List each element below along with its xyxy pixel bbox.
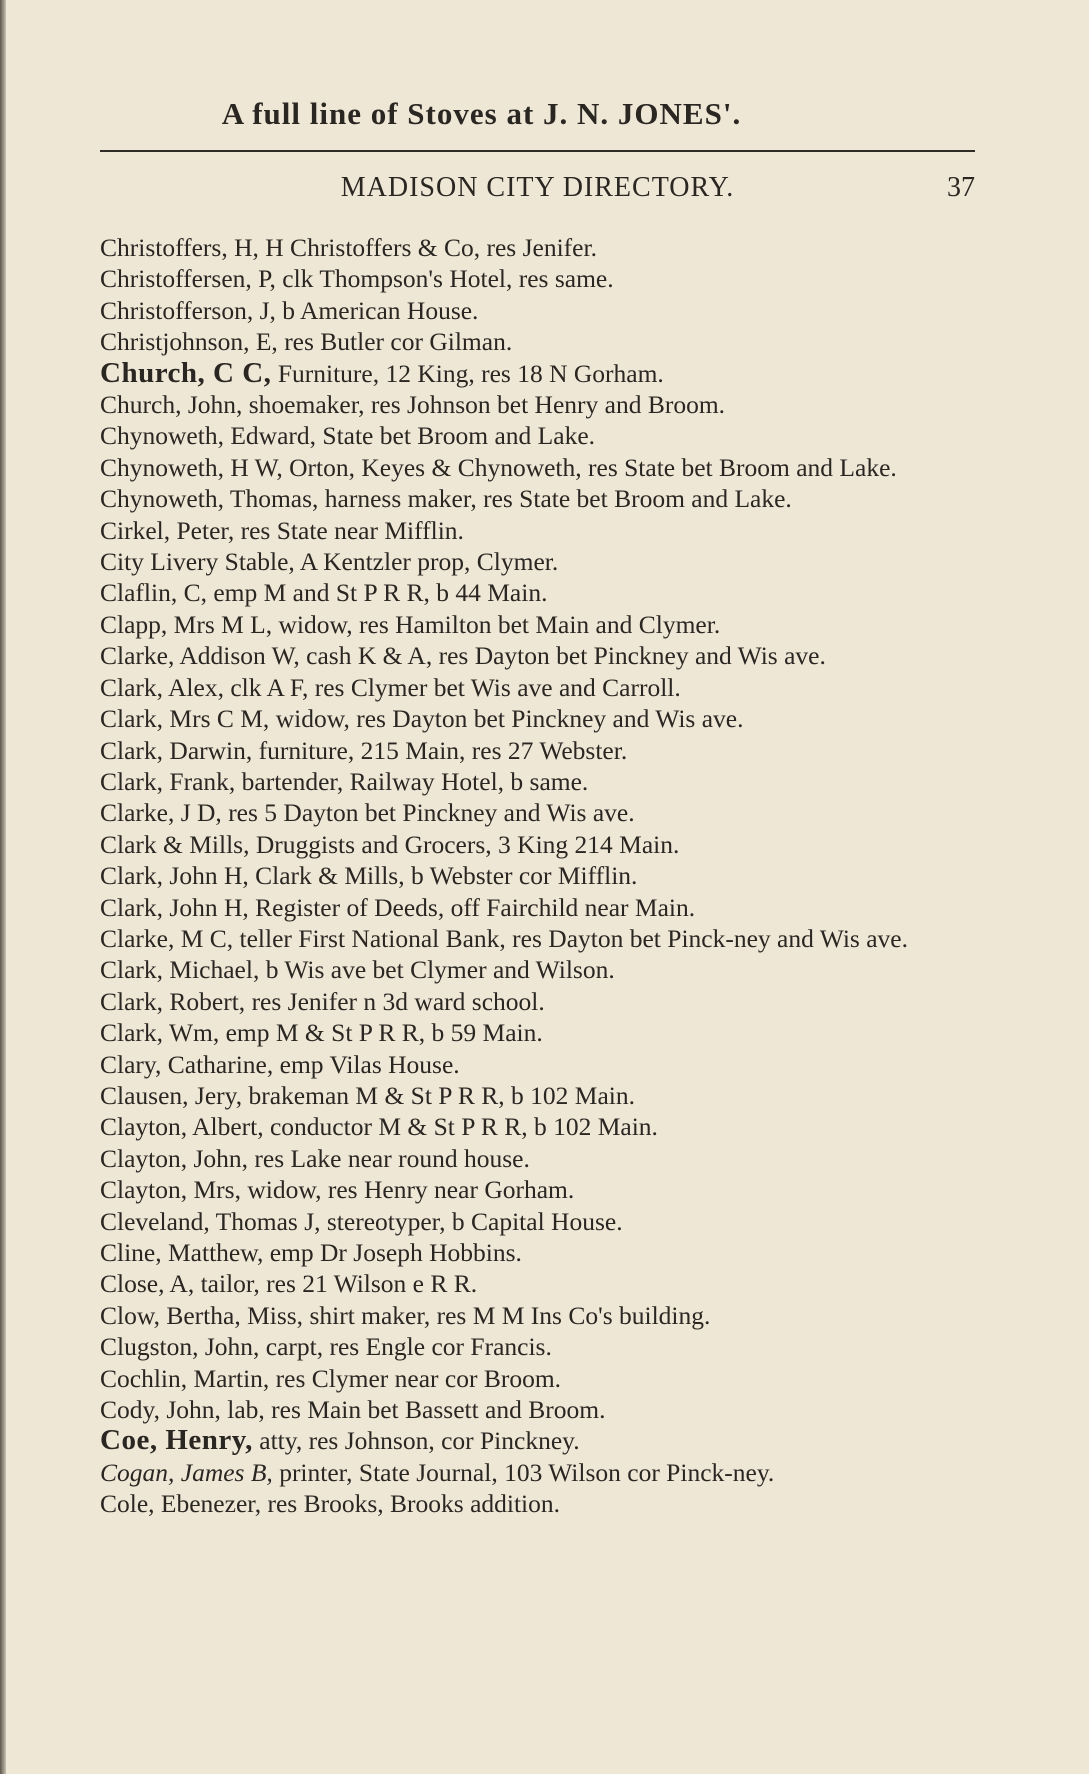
directory-entry: [100, 232, 988, 263]
entry-name: Clow, Bertha, Miss,: [100, 1300, 304, 1330]
entry-name: Cline, Matthew,: [100, 1238, 264, 1267]
entry-detail: res Clymer near cor Broom.: [269, 1363, 562, 1393]
entry-detail: b American House.: [275, 295, 479, 325]
directory-entry: [100, 546, 988, 577]
entry-name: Christoffersen, P,: [100, 264, 276, 294]
entry-name: Chynoweth, Edward,: [100, 421, 317, 451]
entry-name: Cody, John,: [100, 1395, 221, 1425]
entry-name: Clark, Frank,: [100, 766, 236, 796]
entry-detail: res Lake near round house.: [248, 1143, 530, 1173]
entry-name: Cole, Ebenezer,: [100, 1489, 262, 1519]
entry-name: Clugston, John,: [100, 1332, 260, 1362]
entry-detail: emp M & St P R R, b 59 Main.: [219, 1018, 543, 1048]
entry-detail: widow, res Henry near Gorham.: [240, 1175, 575, 1205]
directory-entry: [100, 483, 988, 514]
entry-detail: Druggists and Grocers, 3 King 214 Main.: [249, 829, 680, 859]
directory-entry: [100, 829, 988, 860]
entry-name: Clarke, Addison W,: [100, 641, 300, 671]
entry-detail: emp Vilas House.: [273, 1049, 460, 1079]
entry-detail: res Butler cor Gilman.: [277, 327, 513, 357]
entry-detail: H Christoffers & Co, res Jenifer.: [258, 233, 597, 262]
entry-detail: b Wis ave bet Clymer and Wilson.: [259, 955, 615, 985]
directory-entry: [100, 326, 988, 357]
entry-name: Clarke, J D,: [100, 798, 222, 828]
entry-name: Christofferson, J,: [100, 295, 276, 325]
directory-entry: [100, 515, 988, 546]
entry-name: Clary, Catharine,: [100, 1049, 274, 1079]
directory-entry: [100, 1331, 988, 1362]
entry-detail: brakeman M & St P R R, b 102 Main.: [242, 1080, 635, 1110]
entry-name: Clark & Mills,: [100, 829, 250, 859]
directory-entry: [100, 295, 988, 326]
entry-detail: A Kentzler prop, Clymer.: [294, 547, 559, 577]
directory-entry: [100, 452, 988, 483]
entry-name: Christoffers, H,: [100, 233, 259, 262]
directory-entry: [100, 1300, 988, 1331]
entry-name: Clark, Robert,: [100, 986, 246, 1016]
directory-entry: [100, 672, 988, 703]
directory-entry: [100, 735, 988, 766]
entry-detail: harness maker, res State bet Broom and Lake.: [318, 484, 792, 514]
entry-name: Cleveland, Thomas J,: [100, 1206, 321, 1236]
entry-detail: lab, res Main bet Bassett and Broom.: [220, 1395, 606, 1425]
running-head: [100, 172, 975, 212]
entry-name: Church, John,: [100, 390, 243, 420]
entry-detail: Furniture, 12 King, res 18 N Gorham.: [271, 358, 664, 388]
directory-entry: [100, 263, 988, 294]
directory-entry: [100, 420, 988, 451]
entry-name: Clayton, John,: [100, 1143, 249, 1173]
directory-entry: [100, 860, 988, 891]
entry-detail: Orton, Keyes & Chynoweth, res State bet Broom and Lake.: [282, 452, 897, 482]
directory-entry: [100, 358, 988, 389]
directory-entry: [100, 1111, 988, 1142]
directory-entry: [100, 1457, 988, 1488]
entry-name: Christjohnson, E,: [100, 327, 278, 357]
entry-detail: carpt, res Engle cor Francis.: [259, 1332, 552, 1362]
directory-entry: [100, 1080, 988, 1111]
entry-detail: stereotyper, b Capital House.: [320, 1206, 623, 1236]
directory-entry: [100, 766, 988, 797]
directory-entry: [100, 1143, 988, 1174]
entry-name: Clayton, Albert,: [100, 1112, 264, 1142]
directory-entry: [100, 1206, 988, 1237]
entry-detail: emp M and St P R R, b 44 Main.: [206, 578, 548, 608]
entry-detail: tailor, res 21 Wilson e R R.: [194, 1269, 478, 1299]
entry-name: Chynoweth, Thomas,: [100, 484, 319, 514]
entry-name: Cirkel, Peter,: [100, 515, 235, 545]
entry-detail: res Brooks, Brooks addition.: [261, 1489, 561, 1519]
directory-entry: [100, 1268, 988, 1299]
entry-name: Close, A,: [100, 1269, 195, 1299]
entry-detail: conductor M & St P R R, b 102 Main.: [263, 1112, 658, 1142]
entry-name: City Livery Stable,: [100, 547, 295, 577]
entry-name: Clausen, Jery,: [100, 1080, 243, 1110]
entry-name: Clark, John H,: [100, 861, 249, 891]
directory-entries: [100, 232, 988, 1520]
advertisement-header: A full line of Stoves at J. N. JONES'.: [221, 96, 742, 131]
entry-detail: furniture, 215 Main, res 27 Webster.: [252, 735, 628, 765]
entry-name: Clapp, Mrs M L,: [100, 609, 273, 639]
entry-detail: clk Thompson's Hotel, res same.: [275, 264, 614, 294]
entry-name: Clark, Alex,: [100, 672, 224, 702]
entry-name: Church, C C,: [100, 356, 272, 389]
directory-entry: [100, 640, 988, 671]
directory-entry: [100, 389, 988, 420]
entry-detail: res State near Mifflin.: [234, 515, 464, 545]
entry-detail: Register of Deeds, off Fairchild near Main.: [248, 892, 696, 922]
entry-detail: shoemaker, res Johnson bet Henry and Broom.: [242, 390, 726, 420]
entry-name: Claflin, C,: [100, 578, 207, 608]
directory-entry: [100, 703, 988, 734]
book-spine-shadow: [0, 0, 6, 1774]
directory-entry: [100, 1049, 988, 1080]
directory-entry: [100, 986, 988, 1017]
directory-entry: [100, 1237, 988, 1268]
entry-detail: State bet Broom and Lake.: [316, 421, 596, 451]
page-number: 37: [947, 172, 975, 203]
entry-name: Clayton, Mrs,: [100, 1175, 241, 1205]
header-rule: [100, 150, 975, 152]
entry-name: Clark, John H,: [100, 892, 249, 922]
directory-entry: [100, 1488, 988, 1519]
directory-entry: [100, 577, 988, 608]
entry-detail: teller First National Bank, res Dayton bet Pinck-ney and Wis ave.: [233, 923, 908, 953]
entry-name: Chynoweth, H W,: [100, 452, 283, 482]
entry-detail: emp Dr Joseph Hobbins.: [263, 1238, 522, 1267]
entry-detail: widow, res Dayton bet Pinckney and Wis ave.: [269, 704, 744, 734]
entry-detail: Clark & Mills, b Webster cor Mifflin.: [248, 861, 638, 891]
directory-entry: [100, 892, 988, 923]
entry-detail: atty, res Johnson, cor Pinckney.: [252, 1426, 580, 1456]
entry-name: Clark, Mrs C M,: [100, 704, 270, 734]
entry-detail: clk A F, res Clymer bet Wis ave and Carroll.: [223, 672, 681, 702]
entry-name: Cogan, James B,: [100, 1457, 273, 1487]
entry-detail: res Jenifer n 3d ward school.: [245, 986, 545, 1016]
directory-entry: [100, 1425, 988, 1456]
directory-entry: [100, 923, 988, 954]
entry-name: Clark, Wm,: [100, 1018, 220, 1048]
entry-detail: printer, State Journal, 103 Wilson cor Pinck-ney.: [272, 1457, 775, 1487]
directory-entry: [100, 1394, 988, 1425]
directory-entry: [100, 797, 988, 828]
entry-name: Cochlin, Martin,: [100, 1363, 270, 1393]
entry-detail: res 5 Dayton bet Pinckney and Wis ave.: [221, 798, 635, 828]
entry-name: Clarke, M C,: [100, 923, 234, 953]
directory-entry: [100, 1174, 988, 1205]
directory-entry: [100, 1017, 988, 1048]
entry-detail: widow, res Hamilton bet Main and Clymer.: [272, 609, 721, 639]
entry-detail: shirt maker, res M M Ins Co's building.: [303, 1300, 711, 1330]
entry-name: Clark, Michael,: [100, 955, 260, 985]
entry-detail: cash K & A, res Dayton bet Pinckney and Wis ave.: [299, 641, 826, 671]
entry-name: Clark, Darwin,: [100, 735, 253, 765]
entry-detail: bartender, Railway Hotel, b same.: [235, 766, 589, 796]
directory-entry: [100, 1363, 988, 1394]
directory-entry: [100, 609, 988, 640]
entry-name: Coe, Henry,: [100, 1424, 253, 1457]
running-title: MADISON CITY DIRECTORY.: [340, 172, 735, 203]
directory-entry: [100, 954, 988, 985]
